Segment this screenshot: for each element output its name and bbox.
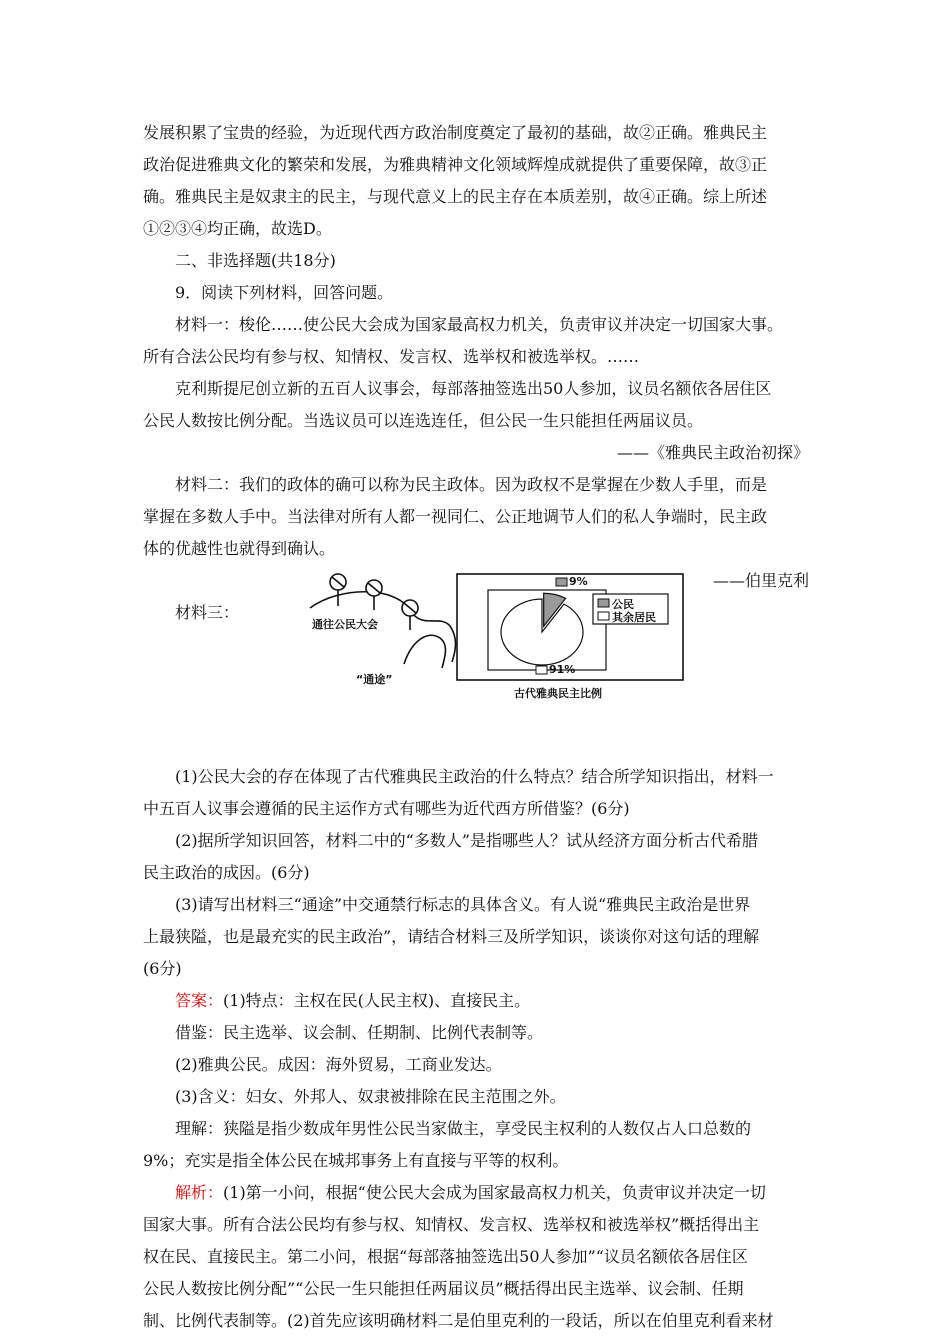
text-line: 确。雅典民主是奴隶主的民主，与现代意义上的民主存在本质差别，故④正确。综上所述 <box>143 187 768 206</box>
question-line: (2)据所学知识回答，材料二中的“多数人”是指哪些人？试从经济方面分析古代希腊 <box>175 831 759 850</box>
material2-line: 掌握在多数人手中。当法律对所有人都一视同仁、公正地调节人们的私人争端时，民主政 <box>143 507 768 526</box>
road-caption: “通途” <box>356 673 393 686</box>
question-intro: 9．阅读下列材料，回答问题。 <box>175 283 394 302</box>
material1-line: 克利斯提尼创立新的五百人议事会，每部落抽签选出50人参加，议员名额依各居住区 <box>175 379 772 398</box>
question-line: 中五百人议事会遵循的民主运作方式有哪些为近代西方所借鉴？(6分) <box>143 799 630 818</box>
pie-caption: 古代雅典民主比例 <box>514 687 602 700</box>
pie-label-large: 91% <box>549 663 576 676</box>
road-label: 通往公民大会 <box>312 618 378 631</box>
no-entry-sign-icon <box>330 574 346 590</box>
material2-source: ——伯里克利 <box>712 571 809 590</box>
analysis-line: 制、比例代表制等。(2)首先应该明确材料二是伯里克利的一段话，所以在伯里克利看来材 <box>143 1311 774 1330</box>
answer-line: (3)含义：妇女、外邦人、奴隶被排除在民主范围之外。 <box>175 1087 566 1106</box>
analysis-line: 国家大事。所有合法公民均有参与权、知情权、发言权、选举权和被选举权”概括得出主 <box>143 1215 760 1234</box>
question-line: 上最狭隘，也是最充实的民主政治”，请结合材料三及所学知识，谈谈你对这句话的理解 <box>143 927 760 946</box>
material1-line: 所有合法公民均有参与权、知情权、发言权、选举权和被选举权。…… <box>143 347 640 366</box>
answer-line: 理解：狭隘是指少数成年男性公民当家做主，享受民主权利的人数仅占人口总数的 <box>175 1119 752 1138</box>
material2-line: 材料二：我们的政体的确可以称为民主政体。因为政权不是掌握在少数人手里，而是 <box>175 475 768 494</box>
answer-text: (1)特点：主权在民(人民主权)、直接民主。 <box>223 991 531 1010</box>
answer-first-line <box>143 985 809 1017</box>
legend-swatch-citizen <box>598 599 609 607</box>
road-lower-edge <box>404 635 446 668</box>
document-text <box>143 117 809 1337</box>
question-line: (3)请写出材料三“通途”中交通禁行标志的具体含义。有人说“雅典民主政治是世界 <box>175 895 751 914</box>
analysis-first-line <box>143 1177 809 1209</box>
material1-line: 材料一：梭伦……使公民大会成为国家最高权力机关，负责审议并决定一切国家大事。 <box>175 315 784 334</box>
material3-figure <box>300 568 700 703</box>
pie-label-small: 9% <box>569 575 588 588</box>
answer-label: 答案： <box>175 991 224 1010</box>
legend-label-others: 其余居民 <box>612 611 656 624</box>
label-swatch-large <box>536 666 547 674</box>
legend-swatch-others <box>598 612 609 620</box>
text-line: ①②③④均正确，故选D。 <box>143 219 332 238</box>
pie-slice-others <box>501 599 583 665</box>
legend-label-citizen: 公民 <box>612 598 634 611</box>
analysis-label: 解析： <box>175 1183 224 1202</box>
material1-line: 公民人数按比例分配。当选议员可以连选连任，但公民一生只能担任两届议员。 <box>143 411 704 430</box>
answer-line: 借鉴：民主选举、议会制、任期制、比例代表制等。 <box>175 1023 544 1042</box>
label-swatch-small <box>556 578 567 586</box>
material2-line: 体的优越性也就得到确认。 <box>143 539 336 558</box>
question-line: (1)公民大会的存在体现了古代雅典民主政治的什么特点？结合所学知识指出，材料一 <box>175 767 774 786</box>
answer-line: 9%；充实是指全体公民在城邦事务上有直接与平等的权利。 <box>143 1151 569 1170</box>
analysis-line: 权在民、直接民主。第二小问，根据“每部落抽签选出50人参加”“议员名额依各居住区 <box>143 1247 748 1266</box>
answer-line: (2)雅典公民。成因：海外贸易，工商业发达。 <box>175 1055 502 1074</box>
text-line: 发展积累了宝贵的经验，为近现代西方政治制度奠定了最初的基础，故②正确。雅典民主 <box>143 123 768 142</box>
no-entry-sign-icon <box>366 580 382 596</box>
section-heading: 二、非选择题(共18分) <box>175 251 336 270</box>
question-line: (6分) <box>143 959 182 978</box>
analysis-line: 公民人数按比例分配”“公民一生只能担任两届议员”概括得出民主选举、议会制、任期 <box>143 1279 744 1298</box>
material3-label: 材料三： <box>175 603 240 622</box>
analysis-text: (1)第一小问，根据“使公民大会成为国家最高权力机关，负责审议并决定一切 <box>223 1183 766 1202</box>
material1-source: ——《雅典民主政治初探》 <box>616 443 809 462</box>
question-line: 民主政治的成因。(6分) <box>143 863 310 882</box>
text-line: 政治促进雅典文化的繁荣和发展，为雅典精神文化领域辉煌成就提供了重要保障，故③正 <box>143 155 768 174</box>
no-entry-sign-icon <box>402 600 418 616</box>
